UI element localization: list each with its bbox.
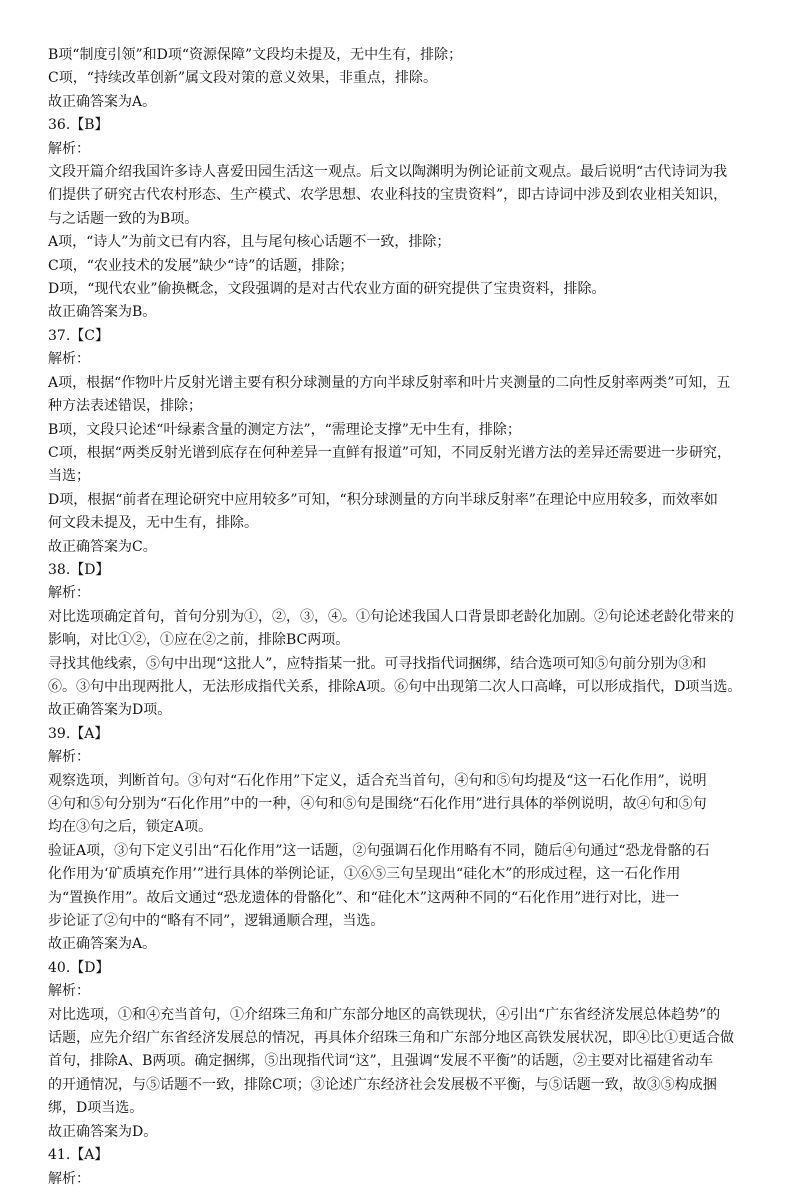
text-line: ⑥。③句中出现两批人，无法形成指代关系，排除A项。⑥句中出现第二次人口高峰，可以形成指代，D项当选。 bbox=[48, 678, 742, 695]
text-line: D项，“现代农业”偷换概念，文段强调的是对古代农业方面的研究提供了宝贵资料，排除。 bbox=[48, 281, 606, 298]
text-line: C项，“持续改革创新”属文段对策的意义效果，非重点，排除。 bbox=[48, 70, 438, 87]
text-line: 首句，排除A、B两项。确定捆绑，⑤出现指代词“这”，且强调“发展不平衡”的话题，②主要对比福建省动车 bbox=[48, 1053, 714, 1070]
analysis-label: 解析： bbox=[48, 983, 90, 1000]
text-line: 绑，D项当选。 bbox=[48, 1100, 144, 1117]
answer-line: 故正确答案为D项。 bbox=[48, 702, 172, 719]
answer-line: 故正确答案为C。 bbox=[48, 538, 157, 555]
text-line: B项，文段只论述“叶绿素含量的测定方法”，“需理论支撑”无中生有，排除； bbox=[48, 421, 521, 438]
answer-line: 故正确答案为B。 bbox=[48, 304, 157, 321]
question-number-39: 39.【A】 bbox=[48, 725, 109, 742]
question-number-36: 36.【B】 bbox=[48, 117, 109, 134]
answer-explanation-page bbox=[48, 44, 758, 1191]
text-line: C项，根据“两类反射光谱到底存在何种差异一直鲜有报道”可知，不同反射光谱方法的差异还需要进一步研究， bbox=[48, 444, 732, 461]
text-line: 寻找其他线索，⑤句中出现“这批人”，应特指某一批。可寻找指代词捆绑，结合选项可知⑤句前分别为③和 bbox=[48, 655, 707, 672]
question-number-37: 37.【C】 bbox=[48, 327, 109, 344]
text-line: 种方法表述错误，排除； bbox=[48, 398, 202, 415]
text-line: C项，“农业技术的发展”缺少“诗”的话题，排除； bbox=[48, 257, 354, 274]
text-line: 观察选项，判断首句。③句对“石化作用”下定义，适合充当首句，④句和⑤句均提及“这一石化作用”，说明 bbox=[48, 772, 707, 789]
text-line: 的开通情况，与⑤话题不一致，排除C项；③论述广东经济社会发展极不平衡，与⑤话题一致，故③⑤构成捆 bbox=[48, 1076, 717, 1093]
text-line: 对比选项确定首句，首句分别为①，②，③，④。①句论述我国人口背景即老龄化加剧。②句论述老龄化带来的 bbox=[48, 608, 734, 625]
text-line: ④句和⑤句分别为“石化作用”中的一种，④句和⑤句是围绕“石化作用”进行具体的举例说明，故④句和⑤句 bbox=[48, 796, 707, 812]
text-line: 步论证了②句中的“略有不同”，逻辑通顺合理，当选。 bbox=[48, 913, 385, 930]
question-number-41: 41.【A】 bbox=[48, 1147, 109, 1164]
text-line: 化作用为‘矿质填充作用’”进行具体的举例论证，①⑥⑤三句呈现出“硅化木”的形成过程，这一石化作用 bbox=[48, 866, 681, 883]
answer-line: 故正确答案为A。 bbox=[48, 93, 157, 110]
answer-line: 故正确答案为A。 bbox=[48, 936, 157, 953]
text-line: B项“制度引领”和D项“资源保障”文段均未提及，无中生有，排除； bbox=[48, 47, 463, 63]
text-line: 均在③句之后，锁定A项。 bbox=[48, 819, 213, 836]
text-line: 话题，应先介绍广东省经济发展总的情况，再具体介绍珠三角和广东部分地区高铁发展状况，即④比①更适合做 bbox=[48, 1030, 734, 1047]
question-number-40: 40.【D】 bbox=[48, 959, 110, 976]
text-line: 当选； bbox=[48, 468, 90, 485]
text-line: A项，根据“作物叶片反射光谱主要有积分球测量的方向半球反射率和叶片夹测量的二向性反射率两类”可知，五 bbox=[48, 374, 731, 391]
analysis-label: 解析： bbox=[48, 749, 90, 766]
analysis-label: 解析： bbox=[48, 585, 90, 602]
text-line: 对比选项，①和④充当首句，①介绍珠三角和广东部分地区的高铁现状，④引出“广东省经济发展总体趋势”的 bbox=[48, 1006, 721, 1023]
text-line: 们提供了研究古代农村形态、生产模式、农学思想、农业科技的宝贵资料”，即古诗词中涉及到农业相关知识， bbox=[48, 187, 728, 204]
text-line: 影响，对比①②，①应在②之前，排除BC两项。 bbox=[48, 632, 350, 649]
text-line: 为“置换作用”。故后文通过“恐龙遗体的骨骼化”、和“硅化木”这两种不同的“石化作用”进行对比，进一 bbox=[48, 889, 680, 906]
answer-line: 故正确答案为D。 bbox=[48, 1123, 158, 1140]
question-number-38: 38.【D】 bbox=[48, 561, 110, 578]
text-line: 与之话题一致的为B项。 bbox=[48, 210, 199, 227]
analysis-label: 解析： bbox=[48, 140, 90, 157]
analysis-label: 解析： bbox=[48, 1170, 90, 1187]
text-line: A项，“诗人”为前文已有内容，且与尾句核心话题不一致，排除； bbox=[48, 234, 451, 251]
text-line: 验证A项，③句下定义引出“石化作用”这一话题，②句强调石化作用略有不同，随后④句通过“恐龙骨骼的石 bbox=[48, 842, 710, 859]
text-line: 文段开篇介绍我国许多诗人喜爱田园生活这一观点。后文以陶渊明为例论证前文观点。最后说明“古代诗词为我 bbox=[48, 164, 728, 181]
text-line: 何文段未提及，无中生有，排除。 bbox=[48, 515, 258, 532]
analysis-label: 解析： bbox=[48, 351, 90, 368]
text-line: D项，根据“前者在理论研究中应用较多”可知，“积分球测量的方向半球反射率”在理论中应用较多，而效率如 bbox=[48, 491, 718, 508]
